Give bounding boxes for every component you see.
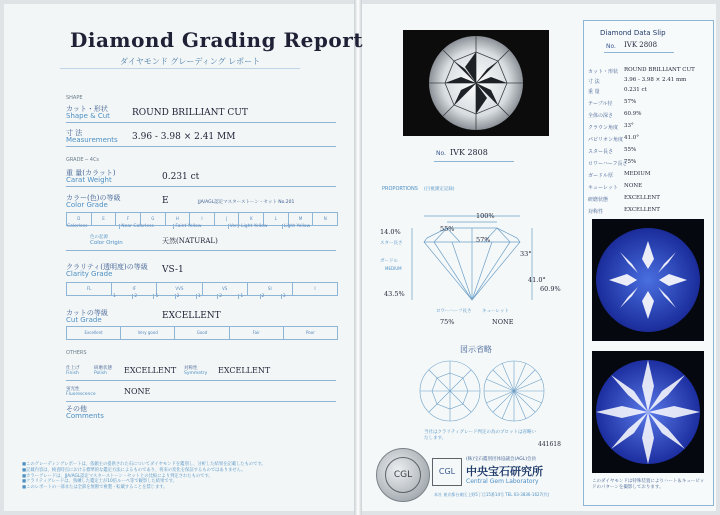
slip-row-value: 60.9% xyxy=(624,111,642,117)
lower-half-label: ロワーハーフ長さ xyxy=(436,309,472,314)
carat-label-jp: 重 量(カラット) xyxy=(66,169,116,177)
left-page xyxy=(4,4,356,511)
slip-row-value: EXCELLENT xyxy=(624,207,660,213)
clarity-sub-vs2: 2 xyxy=(176,294,197,299)
slip-row-label: パビリオン角度 xyxy=(588,137,623,143)
finish-label-jp: 仕上げ xyxy=(66,366,80,371)
crown-height-value: 14.0% xyxy=(380,228,401,236)
color-scale-m: M xyxy=(289,213,314,225)
origin-value: 天然(NATURAL) xyxy=(162,237,218,245)
symmetry-label-jp: 対称性 xyxy=(184,366,198,371)
color-range-very-light-yellow: Very Light Yellow xyxy=(229,224,283,229)
shape-label-jp: カット・形状 xyxy=(66,105,108,113)
pavilion-angle-value: 41.0° xyxy=(528,276,546,284)
slip-row-value: EXCELLENT xyxy=(624,195,660,201)
carat-label-en: Carat Weight xyxy=(66,176,112,184)
star-length-value: 55% xyxy=(440,225,455,233)
fluor-rule xyxy=(66,401,336,402)
slip-row-label: クラウン角度 xyxy=(588,125,619,131)
report-no-value: IVK 2808 xyxy=(450,148,488,157)
lab-membership: (株)宝石鑑別団体協議会(AGL)会員 xyxy=(466,457,537,462)
star-length-label: スター長さ xyxy=(380,241,403,246)
slip-row-value: MEDIUM xyxy=(624,171,651,177)
proportion-diagram xyxy=(372,196,572,332)
color-scale-g: G xyxy=(141,213,166,225)
clarity-label-jp: クラリティ(透明度)の等級 xyxy=(66,263,148,271)
cgl-logo: CGL xyxy=(432,458,462,486)
report-no-rule xyxy=(434,161,514,162)
seal-logo: CGL xyxy=(385,457,421,493)
shape-section-label: SHAPE xyxy=(66,95,83,101)
shape-rule xyxy=(66,122,336,123)
clarity-scale-if: IF xyxy=(112,283,157,295)
cut-value: EXCELLENT xyxy=(162,311,221,321)
table-total-value: 100% xyxy=(476,212,495,220)
note-line: ■このグレーディングレポートは、依頼主の提供された石についてダイヤモンドを鑑別し、分析した結果を記載したものです。 xyxy=(22,462,266,467)
arrows-pattern-icon xyxy=(592,351,704,473)
symmetry-value: EXCELLENT xyxy=(218,366,271,375)
report-subtitle: ダイヤモンド グレーディング レポート xyxy=(120,57,261,66)
total-depth-value: 60.9% xyxy=(540,285,561,293)
fluor-label-jp: 蛍光性 xyxy=(66,387,80,392)
color-value: E xyxy=(162,196,169,206)
color-label-en: Color Grade xyxy=(66,201,108,209)
cut-scale-good: Good xyxy=(175,327,229,339)
clarity-scale-si: SI xyxy=(248,283,293,295)
fluor-value: NONE xyxy=(124,387,151,396)
color-label-jp: カラー(色)の等級 xyxy=(66,194,121,202)
clarity-sub-si1: 1 xyxy=(197,294,218,299)
note-line: ■記載内容は、検査時点における標準的な鑑定方法によるものであり、将来の変化を保証するものではありません。 xyxy=(22,467,246,473)
plot-diagrams xyxy=(418,358,546,424)
lab-address: 本社 東京都台東区上野5丁目15番14号 TEL 03-3836-1627(代) xyxy=(434,492,550,497)
slip-row-value: NONE xyxy=(624,183,643,189)
origin-label-en: Color Origin xyxy=(90,240,123,246)
serial-number: 441618 xyxy=(538,441,561,448)
hearts-pattern-icon xyxy=(592,219,704,341)
slip-title: Diamond Data Slip xyxy=(600,29,666,37)
diamond-photo xyxy=(403,30,549,136)
color-range-colorless: Colorless xyxy=(66,224,120,229)
slip-row-value: 57% xyxy=(624,99,637,105)
culet-label: キューレット xyxy=(482,309,509,314)
slip-row-value: ROUND BRILLIANT CUT xyxy=(624,67,695,73)
slip-row-value: 0.231 ct xyxy=(624,87,647,93)
arrows-image xyxy=(592,351,704,473)
slip-row-label: 重 量 xyxy=(588,89,600,95)
slip-no-label: No. xyxy=(606,43,616,50)
symmetry-label-en: Symmetry xyxy=(184,371,208,376)
slip-row-label: ガードル厚 xyxy=(588,173,614,179)
cut-scale-excellent: Excellent xyxy=(67,327,121,339)
girdle-label: ガードル xyxy=(380,259,398,264)
origin-label-jp: 色の起源 xyxy=(90,235,108,240)
lab-seal xyxy=(376,448,430,502)
slip-row-value: 41.0° xyxy=(624,135,639,141)
finish-label-en: Finish xyxy=(66,371,79,376)
culet-value: NONE xyxy=(492,318,514,326)
cut-label-en: Cut Grade xyxy=(66,316,102,324)
slip-row-label: キューレット xyxy=(588,185,618,191)
title-rule xyxy=(60,68,300,69)
grade-section-label: GRADE ─ 4Cs xyxy=(66,157,100,163)
color-scale-l: L xyxy=(264,213,289,225)
slip-footer-note: このダイヤモンドは特殊装置によりハート＆キューピッドのパターンを撮影しております。 xyxy=(592,479,705,490)
cut-scale-fair: Fair xyxy=(230,327,284,339)
slip-row-value: 3.96 - 3.98 × 2.41 mm xyxy=(624,77,687,83)
clarity-label-en: Clarity Grade xyxy=(66,270,113,278)
slip-row-label: ロワーハーフ長さ xyxy=(588,161,628,167)
proportions-label: PROPORTIONS xyxy=(382,186,418,192)
color-scale-labels xyxy=(66,224,336,229)
carat-value: 0.231 ct xyxy=(162,172,200,182)
lab-name-en: Central Gem Laboratory xyxy=(466,478,539,485)
clarity-sub-si2: 2 xyxy=(218,294,239,299)
color-scale-f: F xyxy=(116,213,141,225)
color-rule xyxy=(66,250,336,251)
color-range-light-yellow: Light Yellow xyxy=(283,224,311,229)
slip-no-value: IVK 2808 xyxy=(624,41,658,49)
note-line: ■クラリティグレードは、熟練した鑑定士が10倍ルーペ等で観察した結果です。 xyxy=(22,479,177,485)
slip-row-label: 対称性 xyxy=(588,209,604,215)
slip-row-value: 55% xyxy=(624,147,637,153)
slip-row-label: 全体の深さ xyxy=(588,113,614,119)
color-scale-j: J xyxy=(215,213,240,225)
slip-row-label: テーブル径 xyxy=(588,101,613,107)
slip-row-label: 研磨状態 xyxy=(588,197,609,203)
clarity-scale-i: I xyxy=(314,286,316,291)
clarity-sub-i1: 1 xyxy=(239,294,260,299)
seal-note: 当社はクラリティグレード判定の為のプロットは省略いたします。 xyxy=(424,430,536,441)
lower-half-value: 75% xyxy=(440,318,455,326)
meas-label-en: Measurements xyxy=(66,136,118,144)
girdle-thickness: MEDIUM xyxy=(385,266,402,271)
clarity-sub-scale xyxy=(112,294,302,299)
meas-rule xyxy=(66,146,336,147)
slip-row-label: カット・形状 xyxy=(588,69,618,75)
crown-angle-value: 33° xyxy=(520,250,532,258)
diamond-photo-icon xyxy=(403,30,549,136)
meas-label-jp: 寸 法 xyxy=(66,129,83,137)
clarity-sub-vs1: 1 xyxy=(154,294,175,299)
proportions-note: (目視測定記録) xyxy=(424,187,455,192)
pavilion-depth-value: 43.5% xyxy=(384,290,405,298)
clarity-scale-vvs: VVS xyxy=(157,283,202,295)
clarity-scale-fl: FL xyxy=(67,283,112,295)
polish-label-en: Polish xyxy=(94,371,108,376)
page-fold xyxy=(354,0,362,515)
shape-value: ROUND BRILLIANT CUT xyxy=(132,108,248,118)
color-scale-i: I xyxy=(190,213,215,225)
slip-no-rule xyxy=(604,52,674,53)
cut-label-jp: カットの等級 xyxy=(66,309,108,317)
hearts-image xyxy=(592,219,704,341)
polish-label-jp: 研磨状態 xyxy=(94,366,112,371)
polish-value: EXCELLENT xyxy=(124,366,177,375)
report-title: Diamond Grading Report xyxy=(70,28,363,52)
finish-rule xyxy=(66,380,336,381)
cut-scale xyxy=(66,326,338,340)
slip-row-value: 75% xyxy=(624,159,637,165)
clarity-sub-i3: 3 xyxy=(282,294,286,299)
shape-label-en: Shape & Cut xyxy=(66,112,110,120)
report-notes xyxy=(22,462,348,491)
note-line: ■このレポートの一部または全部を無断で複製・転載することを禁じます。 xyxy=(22,485,168,491)
slip-row-label: 寸 法 xyxy=(588,79,600,85)
color-note: JJA/AGL認定マスターストーン・セット No.201 xyxy=(198,200,295,205)
clarity-sub-i2: 2 xyxy=(261,294,282,299)
fluor-label-en: Fluorescence xyxy=(66,392,96,397)
table-width-value: 57% xyxy=(476,236,491,244)
clarity-sub-vvs2: 2 xyxy=(133,294,154,299)
cut-scale-poor: Poor xyxy=(306,330,315,335)
color-scale-n: N xyxy=(323,216,327,221)
clarity-scale-vs: VS xyxy=(203,283,248,295)
lab-name-jp: 中央宝石研究所 xyxy=(466,465,543,478)
clarity-value: VS-1 xyxy=(162,265,184,275)
color-scale-d: D xyxy=(67,213,92,225)
diamond-data-slip xyxy=(583,20,714,506)
others-section-label: OTHERS xyxy=(66,350,87,356)
diagram-title: 図示省略 xyxy=(460,345,492,354)
comments-label-jp: その他 xyxy=(66,405,87,413)
carat-rule xyxy=(66,186,336,187)
slip-row-value: 33° xyxy=(624,123,634,129)
color-range-faint-yellow: Faint Yellow xyxy=(174,224,228,229)
slip-row-label: スター長さ xyxy=(588,149,614,155)
color-scale-h: H xyxy=(166,213,191,225)
report-no-label: No. xyxy=(436,150,446,157)
color-range-near-colorless: Near Colorless xyxy=(120,224,174,229)
clarity-sub-vvs1: 1 xyxy=(112,294,133,299)
comments-label-en: Comments xyxy=(66,412,104,420)
color-scale-e: E xyxy=(92,213,117,225)
cut-scale-very-good: Very good xyxy=(121,327,175,339)
meas-value: 3.96 - 3.98 × 2.41 MM xyxy=(132,132,236,142)
note-line: ■カラーグレードは、JJA/AGL認定マスターストーン・セットとの比較により判定されたものです。 xyxy=(22,473,213,479)
color-scale-k: K xyxy=(239,213,264,225)
